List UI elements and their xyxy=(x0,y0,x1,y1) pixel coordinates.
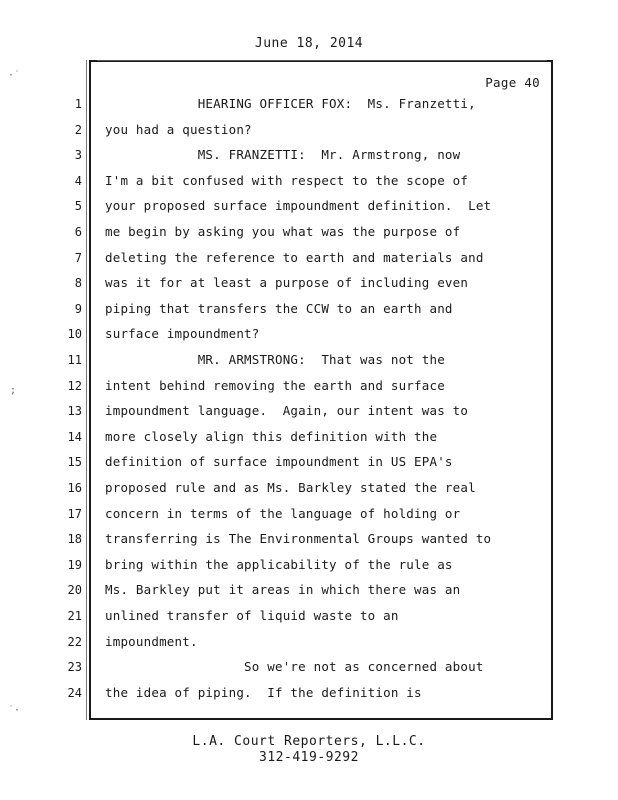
line-number: 6 xyxy=(74,225,82,239)
transcript-line: you had a question? xyxy=(105,122,252,137)
line-number: 9 xyxy=(74,302,82,316)
line-number: 16 xyxy=(67,481,82,495)
transcript-line: was it for at least a purpose of including even xyxy=(105,275,469,290)
line-number: 1 xyxy=(74,97,82,111)
transcript-line: intent behind removing the earth and surface xyxy=(105,378,445,393)
line-number: 17 xyxy=(67,507,82,521)
scan-artifact: ·˙ xyxy=(8,70,21,81)
transcript-line: Ms. Barkley put it areas in which there was an xyxy=(105,582,461,597)
line-number: 19 xyxy=(67,558,82,572)
reporter-company: L.A. Court Reporters, L.L.C. xyxy=(192,734,426,749)
transcript-date: June 18, 2014 xyxy=(254,36,364,51)
line-number: 14 xyxy=(67,430,82,444)
transcript-line: definition of surface impoundment in US EPA's xyxy=(105,454,453,469)
transcript-line: deleting the reference to earth and materials and xyxy=(105,250,484,265)
line-number: 10 xyxy=(67,327,82,341)
transcript-line: HEARING OFFICER FOX: Ms. Franzetti, xyxy=(105,96,476,111)
transcript-line: impoundment. xyxy=(105,634,198,649)
transcript-line: transferring is The Environmental Groups wanted to xyxy=(105,531,492,546)
line-number: 22 xyxy=(67,635,82,649)
line-number: 24 xyxy=(67,686,82,700)
line-number: 2 xyxy=(74,123,82,137)
transcript-line: piping that transfers the CCW to an earth and xyxy=(105,301,453,316)
line-number: 8 xyxy=(74,276,82,290)
line-number: 4 xyxy=(74,174,82,188)
line-number: 5 xyxy=(74,199,82,213)
transcript-line: MR. ARMSTRONG: That was not the xyxy=(105,352,445,367)
line-number: 3 xyxy=(74,148,82,162)
line-number: 18 xyxy=(67,532,82,546)
scan-artifact: ; xyxy=(10,385,17,396)
line-number: 21 xyxy=(67,609,82,623)
reporter-phone: 312-419-9292 xyxy=(259,750,359,765)
transcript-line: your proposed surface impoundment definition. Let xyxy=(105,198,492,213)
margin-rule xyxy=(86,60,87,720)
transcript-line: concern in terms of the language of holding or xyxy=(105,506,461,521)
transcript-line: So we're not as concerned about xyxy=(105,659,484,674)
transcript-line: me begin by asking you what was the purpose of xyxy=(105,224,461,239)
transcript-line: proposed rule and as Ms. Barkley stated the real xyxy=(105,480,476,495)
line-number: 12 xyxy=(67,379,82,393)
transcript-line: impoundment language. Again, our intent was to xyxy=(105,403,469,418)
transcript-line: the idea of piping. If the definition is xyxy=(105,685,422,700)
transcript-line: unlined transfer of liquid waste to an xyxy=(105,608,399,623)
line-number: 7 xyxy=(74,251,82,265)
line-number: 20 xyxy=(67,583,82,597)
transcript-line: surface impoundment? xyxy=(105,326,260,341)
line-number: 11 xyxy=(67,353,82,367)
scan-artifact: ˙· xyxy=(8,705,21,716)
transcript-line: I'm a bit confused with respect to the scope of xyxy=(105,173,469,188)
transcript-line: more closely align this definition with the xyxy=(105,429,438,444)
transcript-line: MS. FRANZETTI: Mr. Armstrong, now xyxy=(105,147,461,162)
line-number: 23 xyxy=(67,660,82,674)
line-number: 15 xyxy=(67,455,82,469)
page-number: Page 40 xyxy=(485,75,540,90)
line-number: 13 xyxy=(67,404,82,418)
transcript-line: bring within the applicability of the rule as xyxy=(105,557,453,572)
